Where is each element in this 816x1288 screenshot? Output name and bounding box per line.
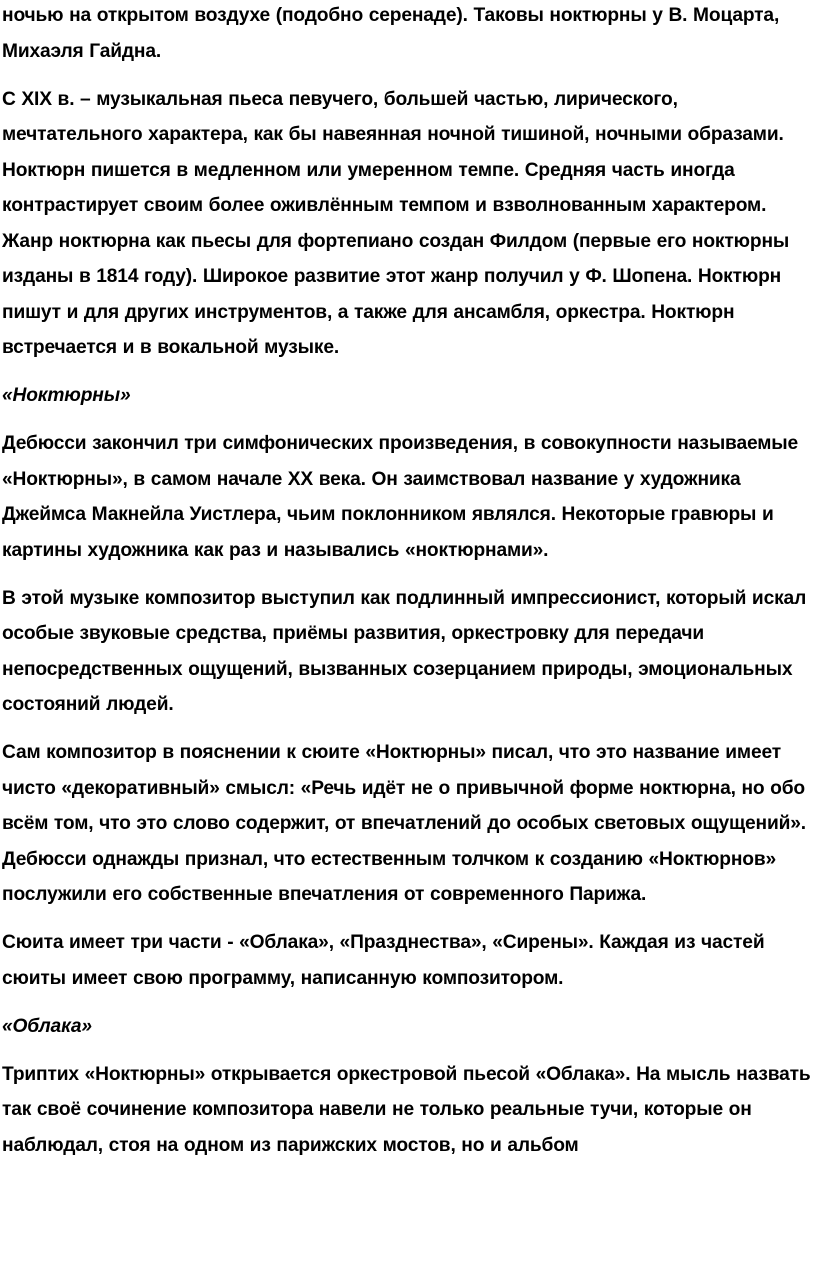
paragraph-mozart-haydn: ночью на открытом воздухе (подобно серенаде). Таковы ноктюрны у В. Моцарта, Михаэля Гайдна. [2,5,780,62]
paragraph-suite-parts: Сюита имеет три части - «Облака», «Празднества», «Сирены». Каждая из частей сюиты имеет свою программу, написанную композитором. [2,932,765,989]
paragraph-19th-century: С XIX в. – музыкальная пьеса певучего, большей частью, лирического, мечтательного характера, как бы навеянная ночной тишиной, ночными образами. Ноктюрн пишется в медленном или умеренном темпе. Средняя часть иногда контрастирует своим более оживлённым темпом и взволнованным характером. Жанр ноктюрна как пьесы для фортепиано создан Филдом (первые его ноктюрны изданы в 1814 году). Широкое развитие этот жанр получил у Ф. Шопена. Ноктюрн пишут и для других инструментов, а также для ансамбля, оркестра. Ноктюрн встречается и в вокальной музыке. [2,88,790,358]
paragraph-composer-quote: Сам композитор в пояснении к сюите «Ноктюрны» писал, что это название имеет чисто «декоративный» смысл: «Речь идёт не о привычной форме ноктюрна, но обо всём том, что это слово содержит, от впечатлений до особых световых ощущений». Дебюсси однажды признал, что естественным толчком к созданию «Ноктюрнов» послужили его собственные впечатления от современного Парижа. [2,742,806,905]
section-heading-nocturnes: «Ноктюрны» [2,385,131,406]
paragraph-debussy-intro: Дебюсси закончил три симфонических произведения, в совокупности называемые «Ноктюрны», в самом начале XX века. Он заимствовал название у художника Джеймса Макнейла Уистлера, чьим поклонником являлся. Некоторые гравюры и картины художника как раз и назывались «ноктюрнами». [2,433,799,561]
section-heading-clouds: «Облака» [2,1015,92,1037]
paragraph-impressionist: В этой музыке композитор выступил как подлинный импрессионист, который искал особые звуковые средства, приёмы развития, оркестровку для передачи непосредственных ощущений, вызванных созерцанием природы, эмоциональных состояний людей. [2,587,807,715]
paragraph-clouds-intro: Триптих «Ноктюрны» открывается оркестровой пьесой «Облака». На мысль назвать так своё сочинение композитора навели не только реальные тучи, которые он наблюдал, стоя на одном из парижских мостов, но и альбом [2,1063,811,1156]
